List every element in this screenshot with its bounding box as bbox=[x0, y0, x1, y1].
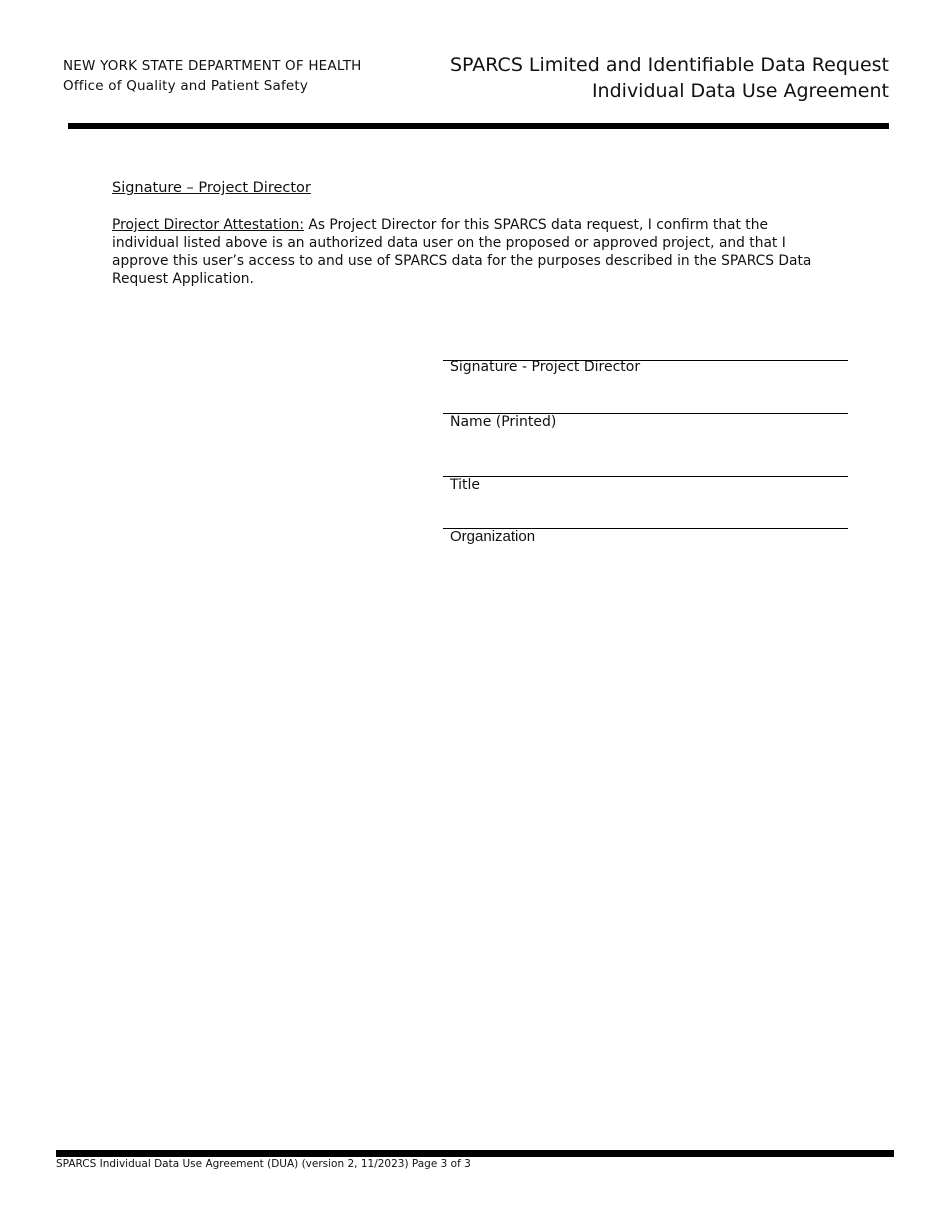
document-title-line2: Individual Data Use Agreement bbox=[591, 80, 889, 102]
header-divider bbox=[68, 123, 889, 129]
department-name: NEW YORK STATE DEPARTMENT OF HEALTH bbox=[63, 58, 362, 74]
organization-label: Organization bbox=[450, 528, 536, 545]
department-header bbox=[63, 56, 362, 96]
signature-label: Signature - Project Director bbox=[450, 359, 641, 375]
attestation-label: Project Director Attestation: bbox=[112, 217, 305, 233]
name-printed-label: Name (Printed) bbox=[450, 414, 557, 430]
footer-text: SPARCS Individual Data Use Agreement (DUA) (version 2, 11/2023) Page 3 of 3 bbox=[56, 1158, 471, 1170]
section-heading: Signature – Project Director bbox=[112, 180, 311, 196]
document-title bbox=[450, 52, 889, 104]
document-title-line1: SPARCS Limited and Identifiable Data Request bbox=[450, 54, 889, 76]
attestation-text: As Project Director for this SPARCS data request, I confirm that the individual listed above is an authorized data user on the proposed or approved project, and that I approve this user’s access to and use of SPARCS data for the purposes described in the SPARCS Data Request Application. bbox=[112, 217, 812, 287]
office-name: Office of Quality and Patient Safety bbox=[63, 78, 309, 94]
attestation-paragraph bbox=[112, 216, 822, 288]
title-label: Title bbox=[450, 477, 481, 493]
title-line[interactable] bbox=[443, 476, 848, 477]
footer-divider bbox=[56, 1150, 894, 1157]
